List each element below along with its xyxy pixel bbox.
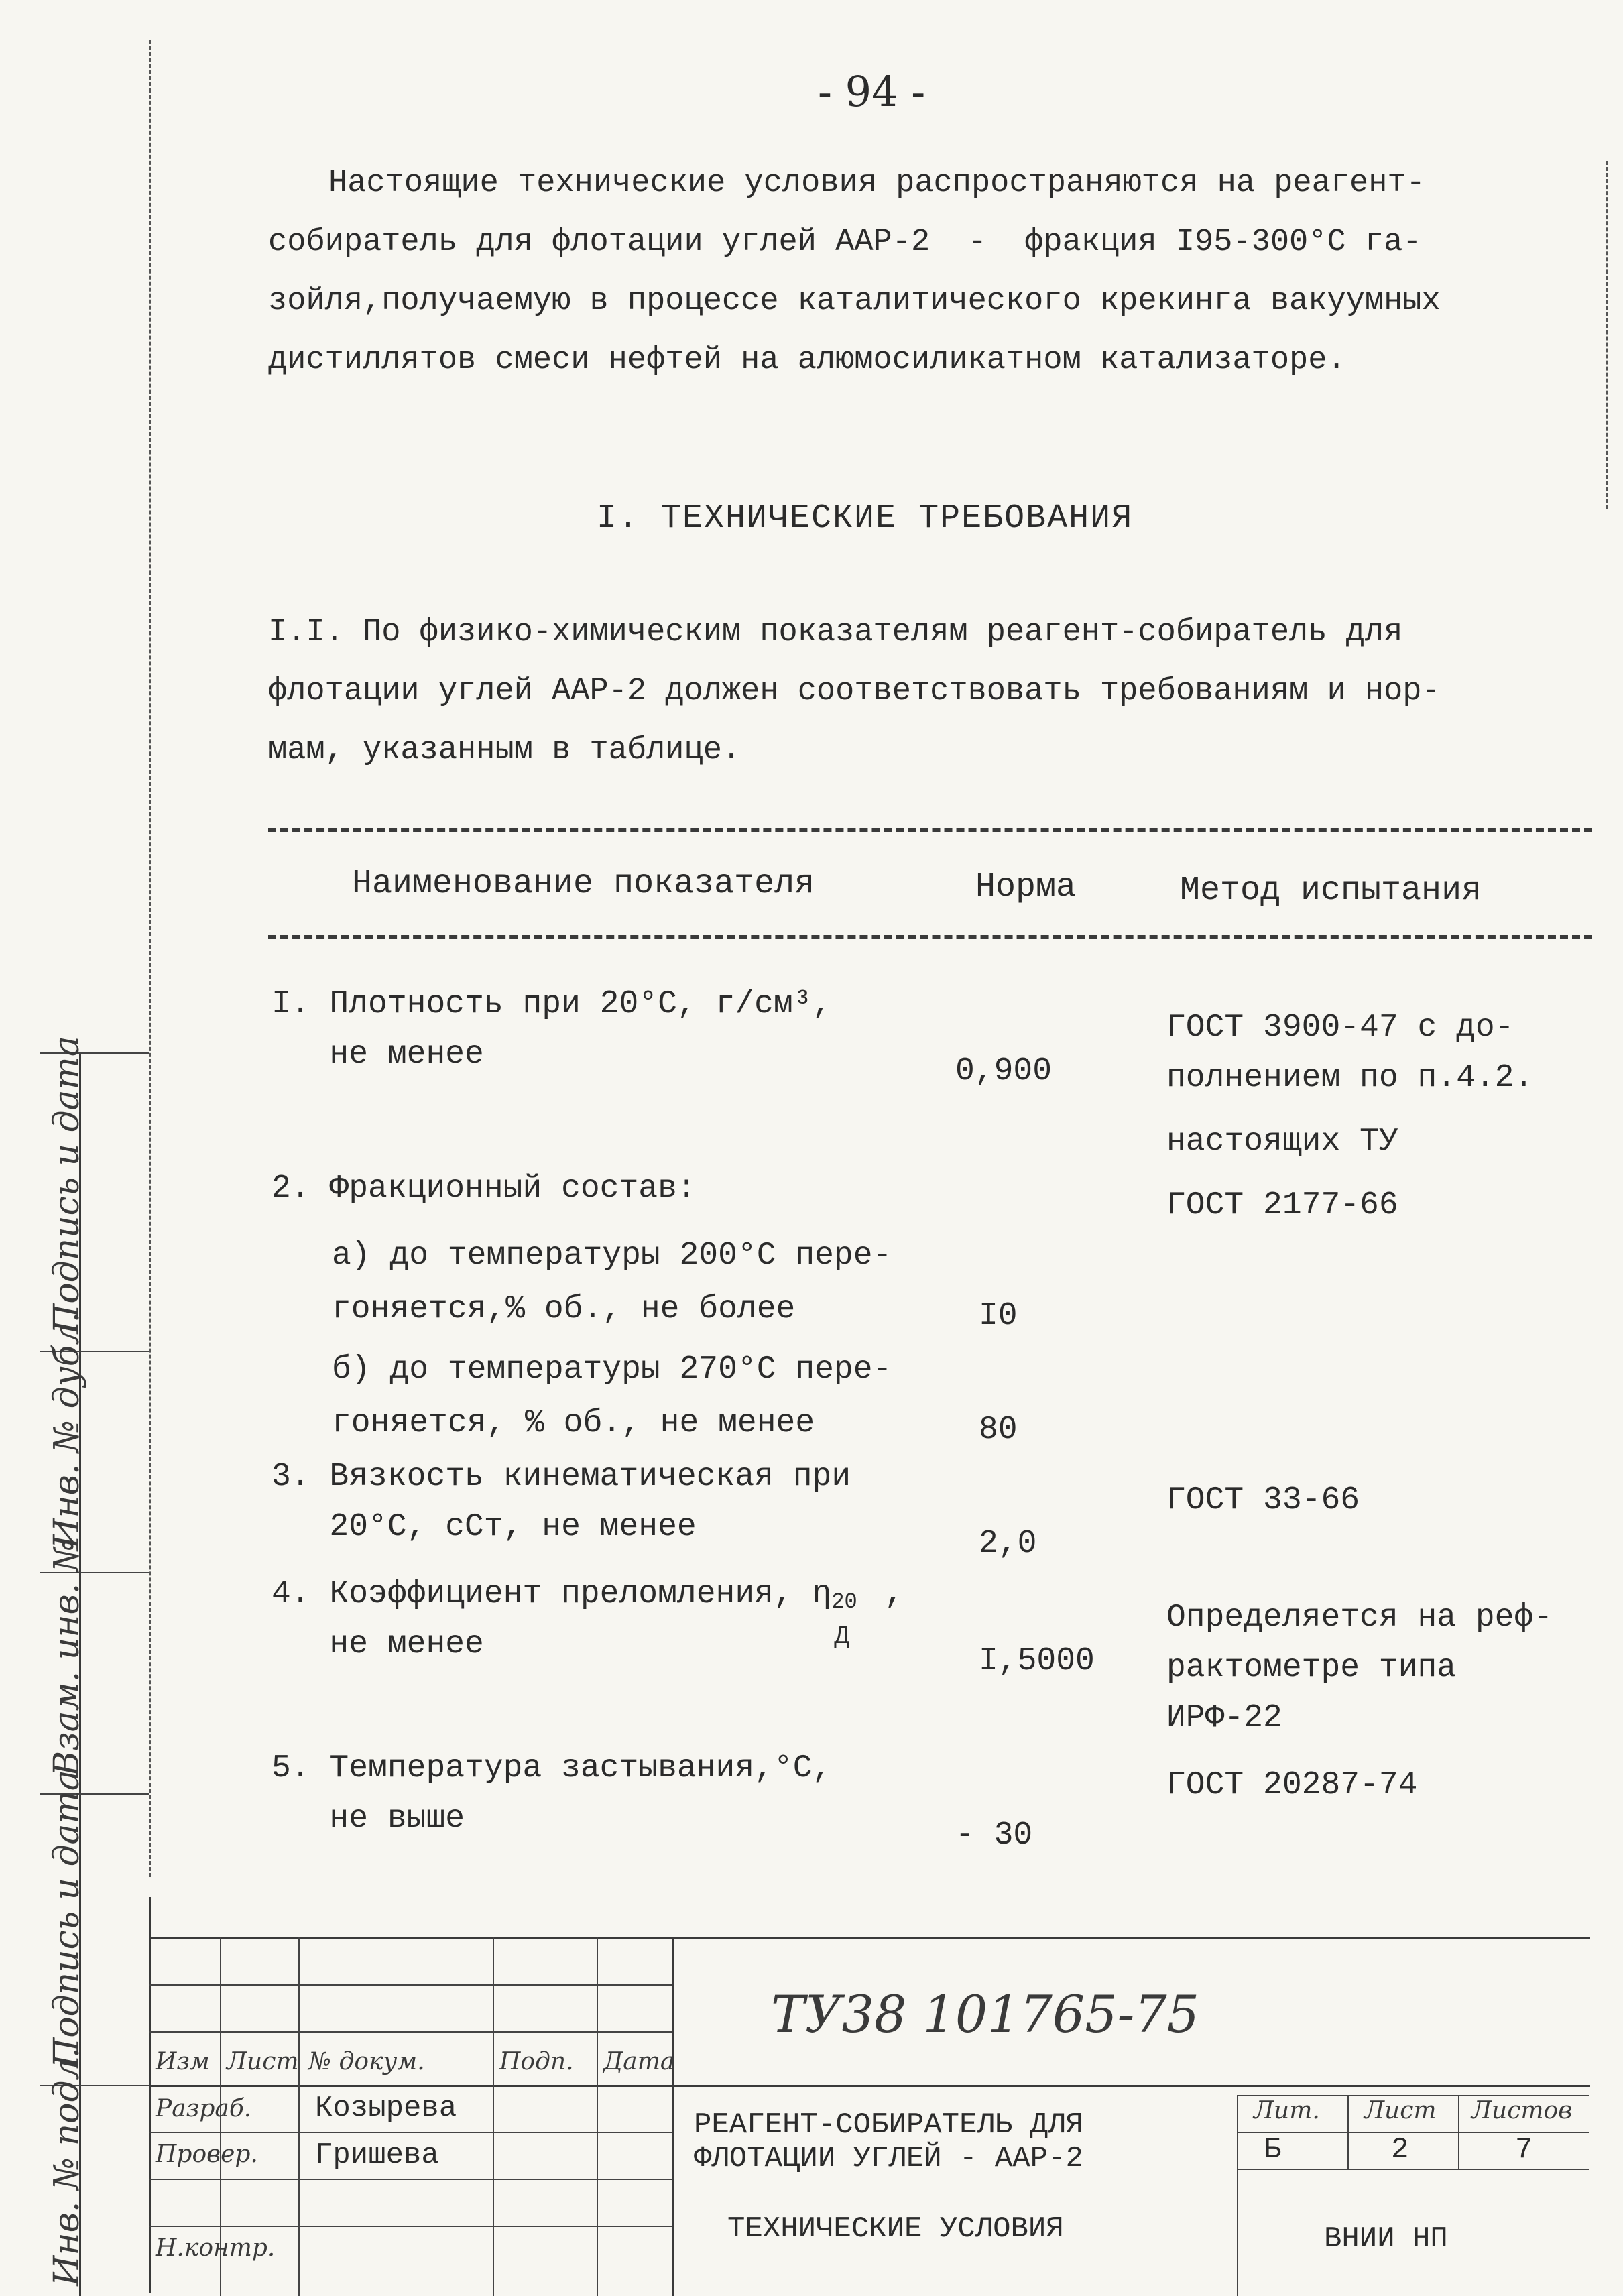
row2a-norm: I0 <box>979 1298 1018 1334</box>
grid-line <box>493 1937 494 2296</box>
stamp-name-checker: Гришева <box>315 2138 439 2172</box>
clause-line-2: флотации углей ААР-2 должен соответствовать требованиям и нор- <box>268 674 1441 709</box>
grid-line <box>149 1984 672 1986</box>
row2b-name-2: гоняется, % об., не менее <box>332 1405 815 1441</box>
row3-norm: 2,0 <box>979 1526 1037 1562</box>
stamp-sheets-value: 7 <box>1515 2133 1533 2167</box>
stamp-header-izm: Изм <box>156 2048 210 2075</box>
stamp-lit-value: Б <box>1264 2133 1282 2167</box>
header-norm: Норма <box>975 868 1077 906</box>
stamp-lit-label: Лит. <box>1254 2097 1320 2124</box>
stamp-name-developer: Козырева <box>315 2092 457 2125</box>
grid-line <box>149 2179 672 2180</box>
frame-left-dashed-line <box>149 40 151 1877</box>
grid-line <box>149 2226 672 2227</box>
table-top-rule <box>268 828 1592 832</box>
row4-method-2: рактометре типа <box>1166 1650 1457 1686</box>
row2-name: 2. Фракционный состав: <box>272 1170 697 1207</box>
stamp-mid-line <box>149 2085 1590 2087</box>
stamp-role-norm-control: Н.контр. <box>156 2234 276 2262</box>
margin-label-sign-date-1: Подпись и дата <box>47 1036 87 1334</box>
stamp-divider <box>672 1937 674 2296</box>
frame-right-dashed-line <box>1606 161 1608 509</box>
row4-method-1: Определяется на реф- <box>1166 1599 1553 1636</box>
stamp-top-line <box>149 1937 1590 1939</box>
stamp-sheets-label: Листов <box>1471 2097 1573 2124</box>
section-title: I. ТЕХНИЧЕСКИЕ ТРЕБОВАНИЯ <box>597 499 1134 538</box>
row5-norm: - 30 <box>955 1817 1033 1854</box>
stamp-role-checker: Провер. <box>156 2140 258 2168</box>
document-code: ТУ38 101765-75 <box>771 1984 1199 2044</box>
row1-method-3: настоящих ТУ <box>1166 1124 1398 1160</box>
stamp-title-line-3: ТЕХНИЧЕСКИЕ УСЛОВИЯ <box>727 2212 1064 2246</box>
stamp-header-sign: Подп. <box>499 2048 574 2075</box>
row1-norm: 0,900 <box>955 1053 1053 1089</box>
grid-line <box>149 2132 672 2133</box>
row1-method-1: ГОСТ 3900-47 с до- <box>1166 1010 1514 1046</box>
intro-line-4: дистиллятов смеси нефтей на алюмосиликатном катализаторе. <box>268 343 1346 378</box>
row2b-name-1: б) до температуры 270°С пере- <box>332 1351 892 1388</box>
row4-name-1: 4. Коэффициент преломления, η 20 Д , <box>272 1576 904 1651</box>
stamp-role-developer: Разраб. <box>156 2095 252 2122</box>
row5-name-1: 5. Температура застывания,°С, <box>272 1750 832 1787</box>
row4-method-3: ИРФ-22 <box>1166 1700 1282 1736</box>
row3-name-2: 20°С, сСт, не менее <box>272 1509 697 1545</box>
stamp-organization: ВНИИ НП <box>1324 2222 1448 2256</box>
margin-label-sign-date-2: Подпись и дата <box>47 1770 87 2068</box>
row1-name-1: I. Плотность при 20°С, г/см³, <box>272 986 832 1022</box>
stamp-sheet-label: Лист <box>1364 2097 1437 2124</box>
stamp-header-doc: № докум. <box>308 2048 425 2075</box>
row2-method: ГОСТ 2177-66 <box>1166 1187 1398 1223</box>
grid-line <box>149 2031 672 2033</box>
margin-label-dup-inv: Инв. № дубл. <box>47 1311 87 1549</box>
stamp-sheet-value: 2 <box>1391 2133 1409 2167</box>
grid-line <box>1237 2095 1238 2296</box>
row4-norm: I,5000 <box>979 1643 1095 1679</box>
clause-line-1: I.I. По физико-химическим показателям реагент-собиратель для <box>268 615 1403 650</box>
row4-name-2: не менее <box>272 1626 484 1663</box>
table-header-rule <box>268 935 1592 939</box>
stamp-title-line-2: ФЛОТАЦИИ УГЛЕЙ - ААР-2 <box>694 2142 1083 2175</box>
stamp-header-list: Лист <box>227 2048 299 2075</box>
row1-name-2: не менее <box>272 1036 484 1073</box>
row2a-name-1: а) до температуры 200°С пере- <box>332 1237 892 1274</box>
intro-line-3: зойля,получаемую в процессе каталитического крекинга вакуумных <box>268 284 1441 319</box>
row2b-norm: 80 <box>979 1412 1018 1448</box>
margin-label-repl-inv: Взам. инв. № <box>47 1538 87 1776</box>
margin-label-orig-inv: Инв. № подл. <box>47 2047 87 2286</box>
grid-line <box>298 1937 300 2296</box>
row5-method: ГОСТ 20287-74 <box>1166 1767 1418 1803</box>
stamp-title-line-1: РЕАГЕНТ-СОБИРАТЕЛЬ ДЛЯ <box>694 2108 1083 2142</box>
grid-line <box>597 1937 598 2296</box>
clause-line-3: мам, указанным в таблице. <box>268 733 741 768</box>
row2a-name-2: гоняется,% об., не более <box>332 1291 796 1327</box>
intro-line-2: собиратель для флотации углей ААР-2 - фракция I95-300°С га- <box>268 225 1422 260</box>
row5-name-2: не выше <box>272 1801 465 1837</box>
intro-line-1: Настоящие технические условия распространяются на реагент- <box>328 166 1425 201</box>
stamp-header-date: Дата <box>603 2048 675 2075</box>
grid-line <box>1237 2095 1589 2096</box>
header-name: Наименование показателя <box>352 865 815 903</box>
frame-left-line <box>149 1897 151 2293</box>
page-number: - 94 - <box>818 67 926 116</box>
grid-line <box>1237 2169 1589 2170</box>
row3-name-1: 3. Вязкость кинематическая при <box>272 1459 851 1495</box>
row1-method-2: полнением по п.4.2. <box>1166 1060 1534 1096</box>
row3-method: ГОСТ 33-66 <box>1166 1482 1360 1518</box>
header-method: Метод испытания <box>1180 871 1482 910</box>
grid-line <box>1237 2132 1589 2133</box>
